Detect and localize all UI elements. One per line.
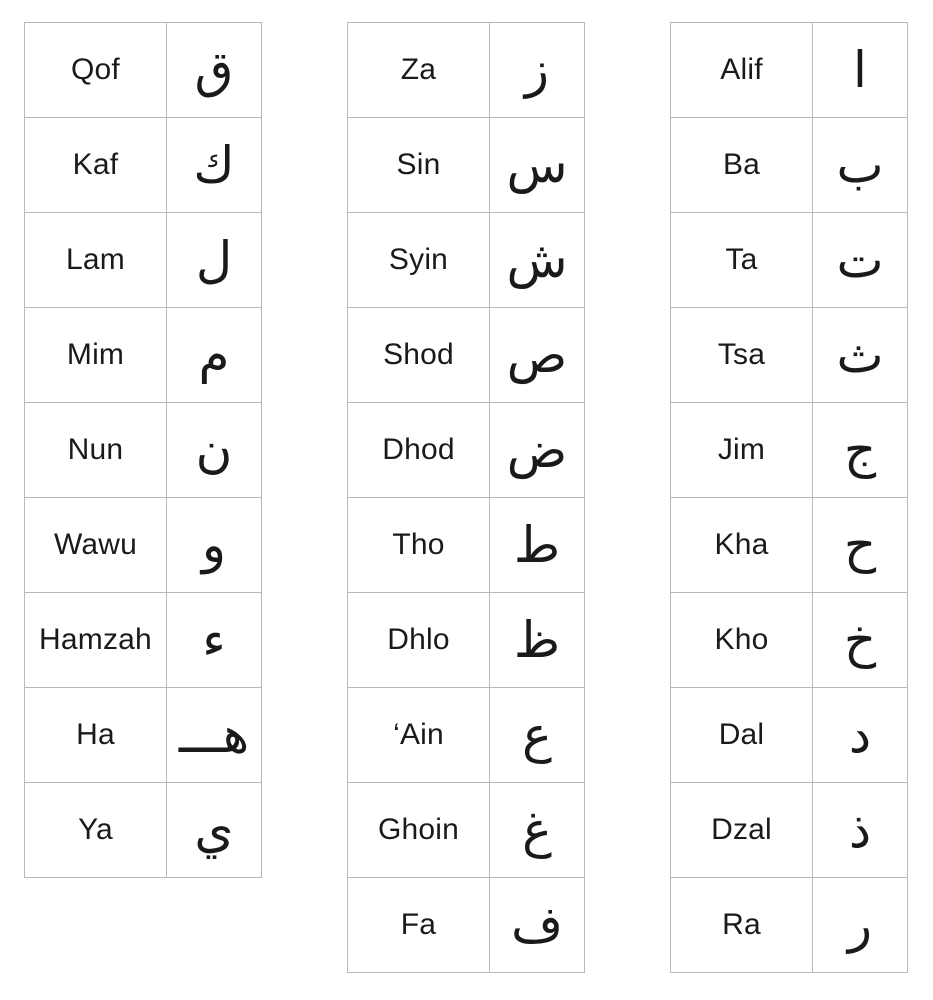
letter-glyph: ذ <box>813 783 908 878</box>
letter-glyph: ب <box>813 118 908 213</box>
letter-table-left <box>24 22 262 878</box>
letter-table-right <box>670 22 908 973</box>
letter-glyph: خ <box>813 593 908 688</box>
letter-glyph: ر <box>813 878 908 973</box>
letter-row <box>671 118 908 213</box>
letter-name: Kaf <box>25 118 167 213</box>
letter-glyph: ظ <box>490 593 585 688</box>
letter-glyph: ح <box>813 498 908 593</box>
letter-glyph: ز <box>490 23 585 118</box>
letter-row <box>671 878 908 973</box>
letter-row <box>348 213 585 308</box>
letter-glyph: ج <box>813 403 908 498</box>
letter-name: Mim <box>25 308 167 403</box>
letter-name: Ya <box>25 783 167 878</box>
letter-name: Za <box>348 23 490 118</box>
letter-glyph: ء <box>167 593 262 688</box>
letter-name: Jim <box>671 403 813 498</box>
letter-glyph: ن <box>167 403 262 498</box>
letter-row <box>671 403 908 498</box>
letter-row <box>671 593 908 688</box>
letter-name: ‘Ain <box>348 688 490 783</box>
letter-glyph: ش <box>490 213 585 308</box>
letter-name: Tho <box>348 498 490 593</box>
letter-glyph: ت <box>813 213 908 308</box>
letter-row <box>348 308 585 403</box>
letter-name: Sin <box>348 118 490 213</box>
letter-glyph: ق <box>167 23 262 118</box>
letter-name: Tsa <box>671 308 813 403</box>
letter-row <box>348 403 585 498</box>
letter-row <box>671 213 908 308</box>
letter-row <box>25 688 262 783</box>
letter-name: Alif <box>671 23 813 118</box>
letter-row <box>25 23 262 118</box>
letter-row <box>348 498 585 593</box>
letter-row <box>348 878 585 973</box>
letter-row <box>25 308 262 403</box>
letter-name: Ghoin <box>348 783 490 878</box>
letter-row <box>671 498 908 593</box>
letter-glyph: و <box>167 498 262 593</box>
letter-name: Lam <box>25 213 167 308</box>
letter-name: Dhlo <box>348 593 490 688</box>
letter-name: Qof <box>25 23 167 118</box>
letter-glyph: ث <box>813 308 908 403</box>
letter-row <box>348 593 585 688</box>
letter-row <box>25 498 262 593</box>
letter-name: Dhod <box>348 403 490 498</box>
letter-glyph: ل <box>167 213 262 308</box>
letter-name: Kho <box>671 593 813 688</box>
letter-glyph: س <box>490 118 585 213</box>
letter-name: Hamzah <box>25 593 167 688</box>
letter-glyph: ي <box>167 783 262 878</box>
letter-glyph: ص <box>490 308 585 403</box>
letter-row <box>348 118 585 213</box>
letter-row <box>25 118 262 213</box>
letter-row <box>671 783 908 878</box>
letter-row <box>25 593 262 688</box>
letter-row <box>25 213 262 308</box>
letter-row <box>25 783 262 878</box>
letter-name: Fa <box>348 878 490 973</box>
letter-name: Dal <box>671 688 813 783</box>
letter-name: Syin <box>348 213 490 308</box>
letter-name: Ha <box>25 688 167 783</box>
letter-row <box>348 688 585 783</box>
letter-glyph: غ <box>490 783 585 878</box>
letter-name: Wawu <box>25 498 167 593</box>
letter-glyph: د <box>813 688 908 783</box>
letter-row <box>348 23 585 118</box>
letter-name: Dzal <box>671 783 813 878</box>
letter-name: Kha <box>671 498 813 593</box>
letter-name: Ta <box>671 213 813 308</box>
letter-row <box>671 688 908 783</box>
letter-table-middle <box>347 22 585 973</box>
letter-name: Shod <box>348 308 490 403</box>
letter-glyph: ف <box>490 878 585 973</box>
letter-glyph: م <box>167 308 262 403</box>
letter-glyph: ط <box>490 498 585 593</box>
letter-glyph: هـــ <box>167 688 262 783</box>
letter-row <box>348 783 585 878</box>
letter-row <box>25 403 262 498</box>
letter-glyph: ا <box>813 23 908 118</box>
letter-glyph: ع <box>490 688 585 783</box>
letter-glyph: ض <box>490 403 585 498</box>
letter-row <box>671 308 908 403</box>
letter-name: Ra <box>671 878 813 973</box>
letter-name: Ba <box>671 118 813 213</box>
letter-glyph: ك <box>167 118 262 213</box>
letter-name: Nun <box>25 403 167 498</box>
letter-row <box>671 23 908 118</box>
